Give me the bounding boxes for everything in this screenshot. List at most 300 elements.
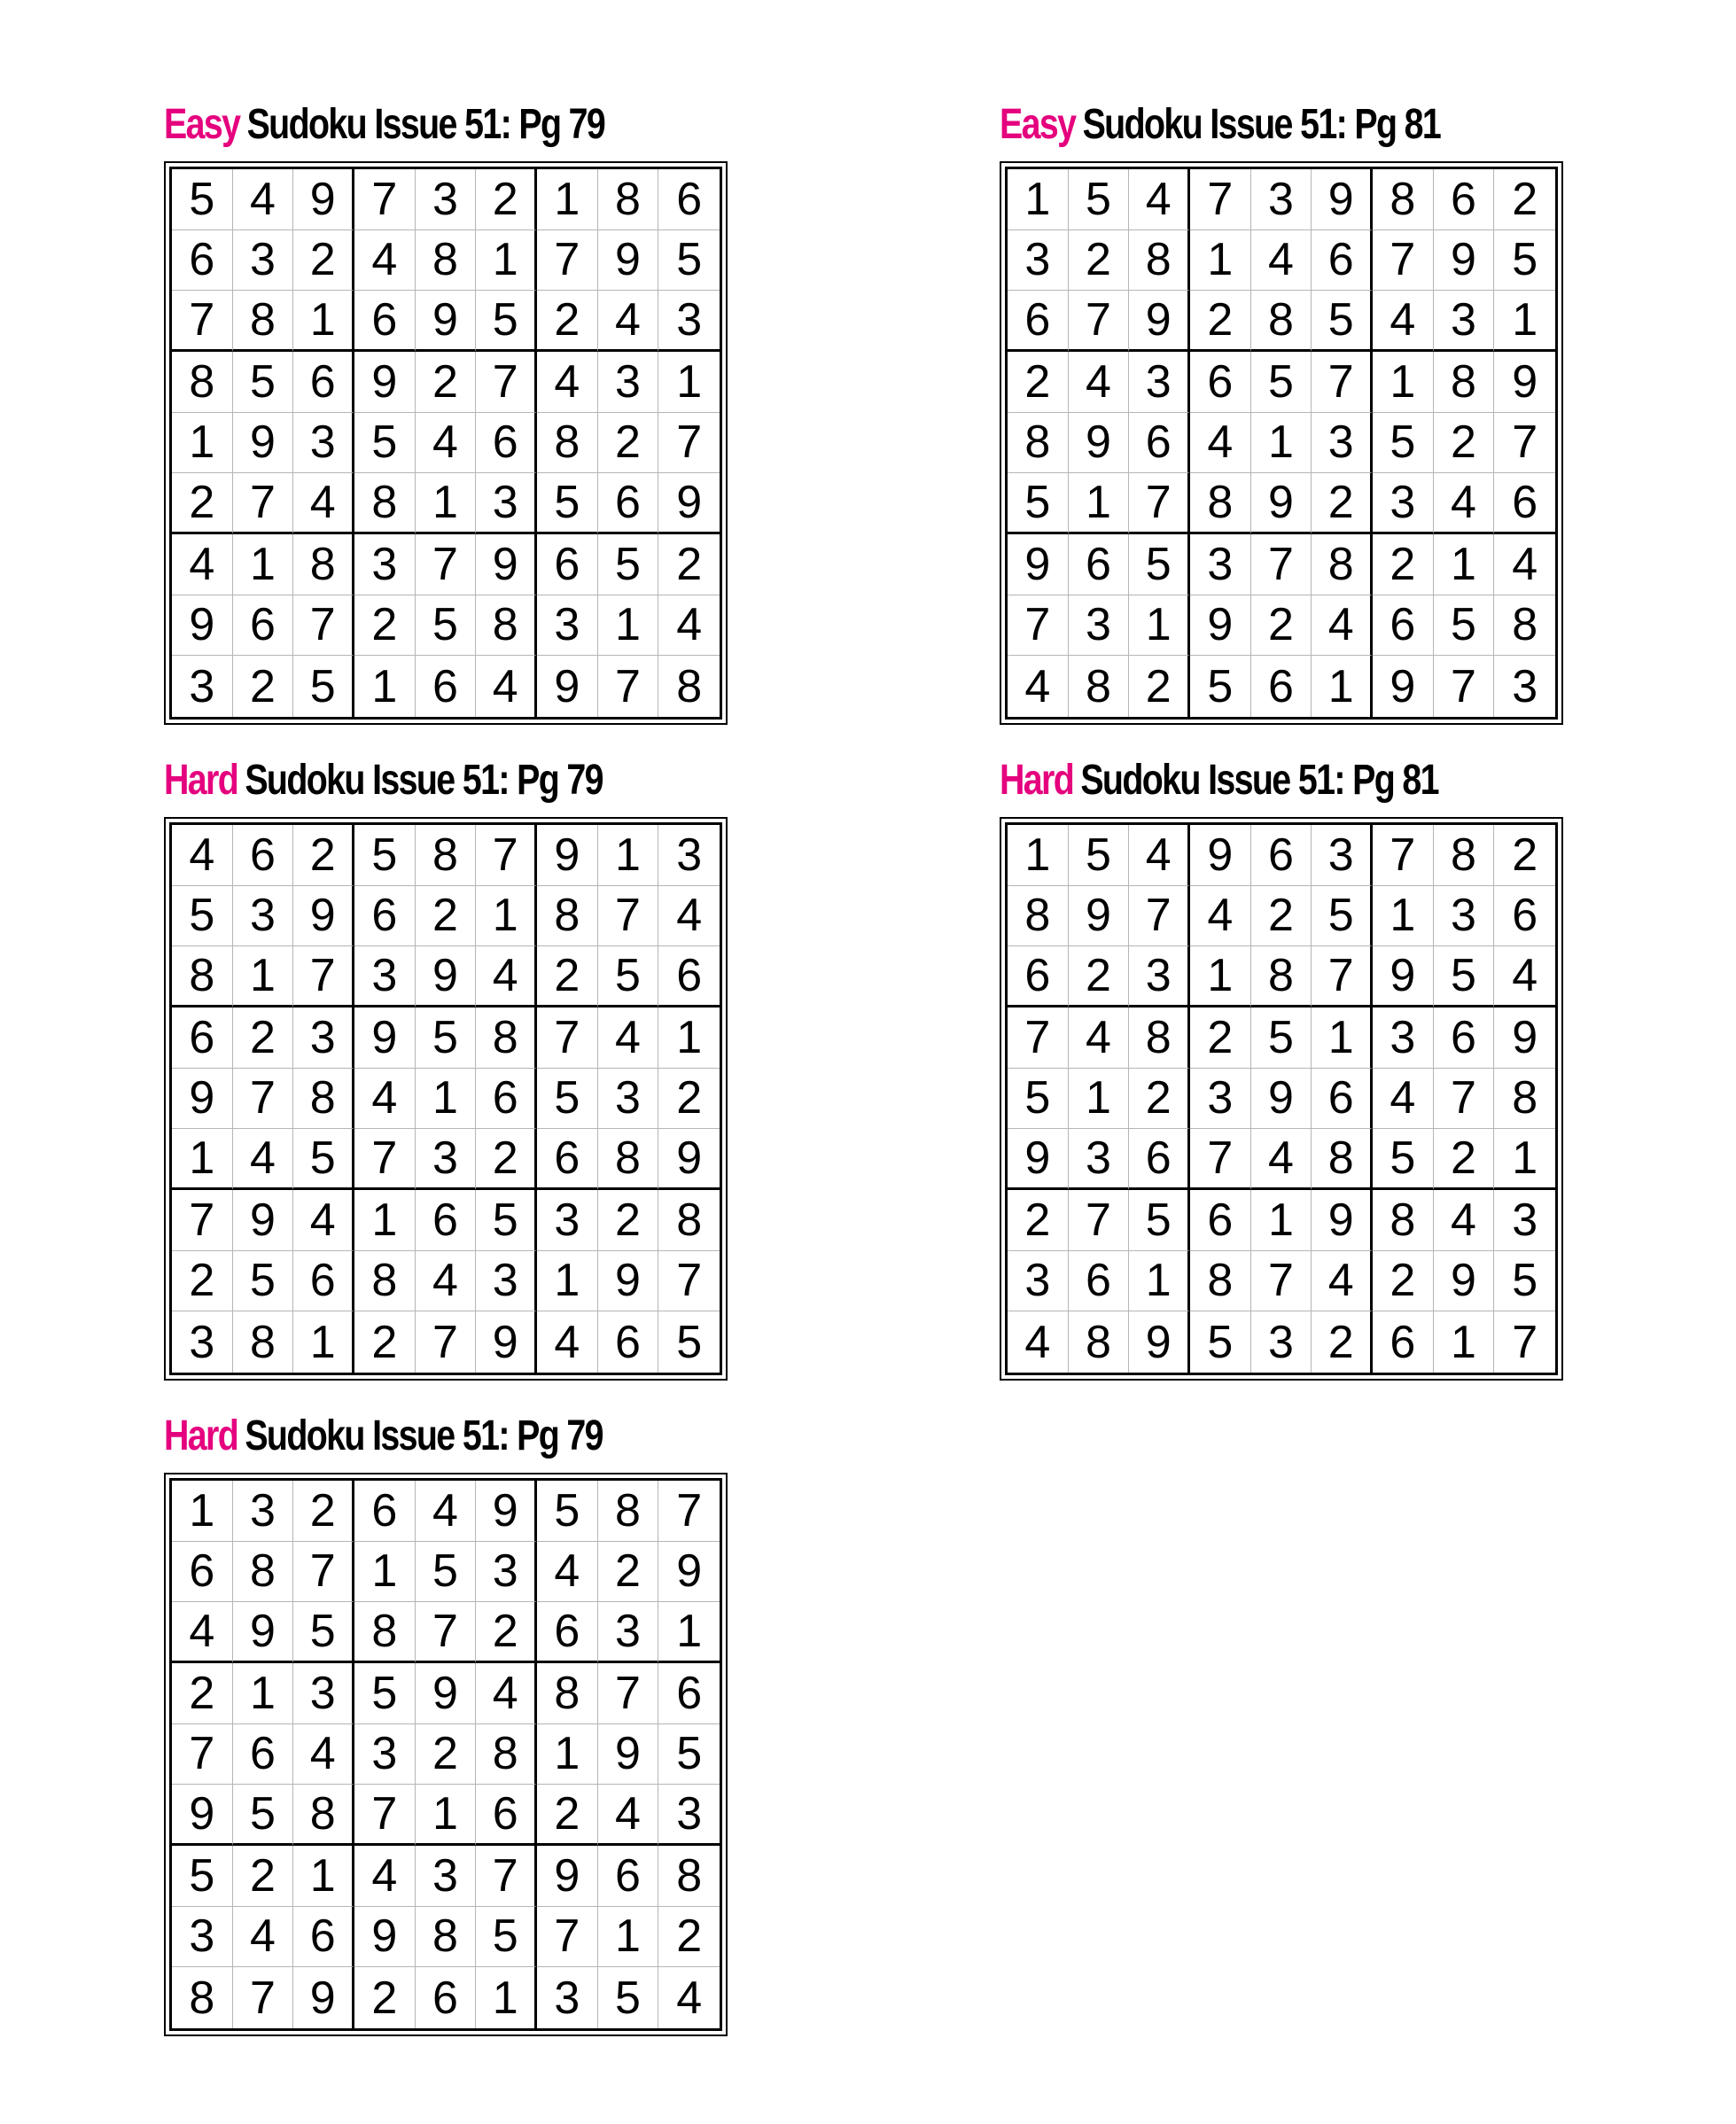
- sudoku-cell: 2: [537, 291, 598, 352]
- sudoku-cell: 4: [1129, 169, 1190, 230]
- sudoku-cell: 6: [1494, 886, 1555, 947]
- sudoku-cell: 8: [1190, 473, 1251, 534]
- sudoku-cell: 1: [233, 946, 294, 1008]
- sudoku-cell: 7: [1312, 352, 1373, 413]
- sudoku-cell: 1: [1494, 1129, 1555, 1190]
- sudoku-cell: 7: [537, 1907, 598, 1968]
- sudoku-cell: 6: [658, 946, 720, 1008]
- sudoku-cell: 7: [1434, 656, 1495, 717]
- sudoku-cell: 5: [1494, 1251, 1555, 1312]
- sudoku-cell: 9: [233, 413, 294, 474]
- sudoku-cell: 1: [1494, 291, 1555, 352]
- sudoku-cell: 3: [658, 1785, 720, 1846]
- sudoku-cell: 4: [233, 1907, 294, 1968]
- sudoku-cell: 2: [598, 1542, 659, 1603]
- sudoku-cell: 3: [658, 825, 720, 886]
- sudoku-cell: 6: [658, 169, 720, 230]
- sudoku-frame: [164, 161, 728, 725]
- sudoku-cell: 2: [1251, 886, 1312, 947]
- sudoku-cell: 1: [354, 1542, 416, 1603]
- sudoku-cell: 4: [172, 534, 233, 595]
- sudoku-cell: 6: [1373, 1311, 1434, 1373]
- sudoku-cell: 2: [293, 230, 354, 292]
- sudoku-cell: 6: [354, 291, 416, 352]
- sudoku-cell: 9: [293, 169, 354, 230]
- sudoku-cell: 6: [233, 825, 294, 886]
- sudoku-cell: 8: [1251, 291, 1312, 352]
- sudoku-cell: 1: [416, 473, 477, 534]
- sudoku-cell: 4: [172, 1602, 233, 1663]
- sudoku-cell: 7: [1129, 886, 1190, 947]
- sudoku-cell: 2: [172, 473, 233, 534]
- sudoku-cell: 8: [1129, 230, 1190, 292]
- sudoku-cell: 6: [1373, 595, 1434, 657]
- sudoku-grid: [169, 822, 722, 1375]
- sudoku-cell: 7: [1512, 1316, 1538, 1368]
- sudoku-cell: 3: [293, 413, 354, 474]
- sudoku-cell: 7: [658, 1481, 720, 1542]
- puzzle-hard-pg79: [164, 755, 731, 1381]
- sudoku-cell: 8: [293, 1785, 354, 1846]
- sudoku-cell: 7: [172, 1190, 233, 1251]
- sudoku-cell: 8: [658, 1190, 720, 1251]
- sudoku-cell: 3: [658, 291, 720, 352]
- sudoku-cell: 7: [1190, 169, 1251, 230]
- sudoku-cell: 7: [1251, 1251, 1312, 1312]
- sudoku-cell: 3: [537, 1190, 598, 1251]
- sudoku-cell: 8: [537, 413, 598, 474]
- sudoku-cell: 1: [1069, 473, 1130, 534]
- sudoku-cell: 8: [172, 1967, 233, 2028]
- sudoku-cell: 2: [1373, 534, 1434, 595]
- sudoku-cell: 8: [676, 660, 703, 712]
- sudoku-cell: 7: [354, 1785, 416, 1846]
- sudoku-cell: 2: [1129, 1069, 1190, 1130]
- sudoku-cell: 1: [1434, 1311, 1495, 1373]
- sudoku-cell: 1: [293, 1846, 354, 1907]
- sudoku-cell: 7: [1251, 534, 1312, 595]
- sudoku-cell: 3: [476, 473, 537, 534]
- sudoku-cell: 7: [476, 825, 537, 886]
- sudoku-cell: 5: [416, 1008, 477, 1069]
- difficulty-label: Hard: [164, 1412, 238, 1459]
- sudoku-cell: 9: [537, 1846, 598, 1907]
- sudoku-cell: 6: [1434, 169, 1495, 230]
- sudoku-cell: 5: [658, 1724, 720, 1786]
- sudoku-cell: 2: [354, 595, 416, 657]
- sudoku-cell: 2: [1008, 1190, 1069, 1251]
- sudoku-cell: 4: [233, 1129, 294, 1190]
- difficulty-label: Easy: [1000, 101, 1076, 148]
- puzzle-subtitle: Sudoku Issue 51: Pg 79: [246, 101, 605, 148]
- sudoku-cell: 6: [416, 1190, 477, 1251]
- sudoku-cell: 2: [172, 1663, 233, 1724]
- difficulty-label: Hard: [1000, 757, 1074, 804]
- sudoku-cell: 3: [476, 1542, 537, 1603]
- sudoku-cell: 7: [658, 1251, 720, 1312]
- puzzle-easy-pg79: [164, 99, 731, 725]
- sudoku-cell: 5: [537, 1481, 598, 1542]
- difficulty-label: Hard: [164, 757, 238, 804]
- sudoku-cell: 9: [354, 1008, 416, 1069]
- sudoku-cell: 1: [1008, 825, 1069, 886]
- sudoku-cell: 5: [1129, 1190, 1190, 1251]
- puzzle-title: [164, 99, 629, 151]
- sudoku-cell: 7: [1190, 1129, 1251, 1190]
- sudoku-cell: 6: [233, 595, 294, 657]
- sudoku-cell: 6: [1008, 946, 1069, 1008]
- sudoku-cell: 4: [598, 1008, 659, 1069]
- sudoku-cell: 6: [598, 1846, 659, 1907]
- sudoku-cell: 3: [1494, 1190, 1555, 1251]
- sudoku-cell: 7: [1008, 1008, 1069, 1069]
- sudoku-cell: 1: [1190, 946, 1251, 1008]
- sudoku-cell: 3: [233, 886, 294, 947]
- sudoku-cell: 5: [1373, 1129, 1434, 1190]
- sudoku-cell: 1: [233, 1663, 294, 1724]
- sudoku-cell: 8: [1251, 946, 1312, 1008]
- sudoku-frame: [1000, 817, 1563, 1381]
- sudoku-cell: 5: [1494, 230, 1555, 292]
- sudoku-cell: 4: [1434, 473, 1495, 534]
- sudoku-cell: 9: [1190, 825, 1251, 886]
- sudoku-cell: 9: [598, 1251, 659, 1312]
- sudoku-cell: 8: [1008, 413, 1069, 474]
- sudoku-cell: 9: [1129, 291, 1190, 352]
- sudoku-cell: 8: [476, 595, 537, 657]
- sudoku-cell: 6: [1251, 656, 1312, 717]
- sudoku-cell: 2: [416, 886, 477, 947]
- sudoku-cell: 4: [1190, 886, 1251, 947]
- sudoku-cell: 2: [1069, 946, 1130, 1008]
- sudoku-cell: 9: [233, 1602, 294, 1663]
- sudoku-cell: 7: [658, 413, 720, 474]
- sudoku-cell: 6: [1190, 352, 1251, 413]
- sudoku-cell: 7: [1069, 291, 1130, 352]
- sudoku-cell: 7: [476, 1846, 537, 1907]
- sudoku-cell: 9: [416, 1663, 477, 1724]
- sudoku-cell: 4: [416, 1251, 477, 1312]
- sudoku-cell: 5: [1251, 1008, 1312, 1069]
- sudoku-cell: 3: [1434, 291, 1495, 352]
- sudoku-cell: 7: [476, 352, 537, 413]
- sudoku-cell: 6: [172, 1008, 233, 1069]
- sudoku-cell: 5: [1069, 825, 1130, 886]
- sudoku-cell: 3: [1373, 1008, 1434, 1069]
- sudoku-cell: 2: [1251, 595, 1312, 657]
- sudoku-cell: 8: [1069, 1311, 1130, 1373]
- sudoku-cell: 6: [1129, 1129, 1190, 1190]
- sudoku-cell: 5: [598, 534, 659, 595]
- sudoku-cell: 8: [598, 169, 659, 230]
- sudoku-cell: 5: [1251, 352, 1312, 413]
- sudoku-cell: 2: [1129, 656, 1190, 717]
- sudoku-cell: 3: [172, 656, 233, 717]
- sudoku-cell: 9: [416, 291, 477, 352]
- sudoku-cell: 2: [1190, 291, 1251, 352]
- sudoku-cell: 4: [1494, 946, 1555, 1008]
- sudoku-cell: 2: [1494, 169, 1555, 230]
- sudoku-cell: 4: [1312, 1251, 1373, 1312]
- sudoku-grid: [1005, 167, 1558, 720]
- sudoku-cell: 8: [1129, 1008, 1190, 1069]
- sudoku-frame: [164, 1473, 728, 2036]
- sudoku-cell: 5: [1434, 595, 1495, 657]
- sudoku-cell: 4: [1008, 1311, 1069, 1373]
- puzzle-subtitle: Sudoku Issue 51: Pg 79: [245, 757, 603, 804]
- sudoku-cell: 1: [233, 534, 294, 595]
- sudoku-cell: 8: [233, 1542, 294, 1603]
- sudoku-cell: 2: [1312, 1311, 1373, 1373]
- sudoku-cell: 1: [1312, 1008, 1373, 1069]
- sudoku-cell: 7: [1069, 1190, 1130, 1251]
- sudoku-cell: 3: [1434, 886, 1495, 947]
- sudoku-cell: 2: [1434, 413, 1495, 474]
- sudoku-cell: 4: [1190, 413, 1251, 474]
- sudoku-cell: 5: [172, 886, 233, 947]
- sudoku-cell: 9: [537, 656, 598, 717]
- puzzle-title: [164, 755, 629, 806]
- sudoku-cell: 4: [1373, 1069, 1434, 1130]
- sudoku-cell: 3: [293, 1663, 354, 1724]
- sudoku-cell: 7: [1129, 473, 1190, 534]
- sudoku-cell: 3: [1069, 595, 1130, 657]
- sudoku-cell: 8: [537, 886, 598, 947]
- sudoku-cell: 6: [658, 1663, 720, 1724]
- sudoku-cell: 9: [598, 1724, 659, 1786]
- sudoku-cell: 3: [172, 1311, 233, 1373]
- puzzle-title: [164, 1411, 629, 1462]
- sudoku-cell: 5: [1190, 656, 1251, 717]
- sudoku-cell: 9: [172, 1785, 233, 1846]
- sudoku-cell: 3: [1373, 473, 1434, 534]
- sudoku-cell: 8: [354, 1602, 416, 1663]
- sudoku-cell: 7: [537, 1008, 598, 1069]
- sudoku-cell: 8: [537, 1663, 598, 1724]
- sudoku-cell: 3: [416, 169, 477, 230]
- sudoku-cell: 1: [598, 825, 659, 886]
- sudoku-cell: 3: [1190, 534, 1251, 595]
- sudoku-cell: 7: [354, 1129, 416, 1190]
- sudoku-cell: 6: [416, 1967, 477, 2028]
- sudoku-cell: 2: [537, 1785, 598, 1846]
- sudoku-cell: 3: [1251, 169, 1312, 230]
- sudoku-cell: 5: [476, 291, 537, 352]
- sudoku-cell: 1: [293, 291, 354, 352]
- sudoku-cell: 7: [172, 1724, 233, 1786]
- sudoku-cell: 1: [1434, 534, 1495, 595]
- sudoku-cell: 1: [172, 413, 233, 474]
- sudoku-cell: 9: [1373, 946, 1434, 1008]
- sudoku-cell: 3: [1190, 1069, 1251, 1130]
- sudoku-cell: 7: [537, 230, 598, 292]
- sudoku-cell: 8: [354, 473, 416, 534]
- sudoku-cell: 7: [416, 1602, 477, 1663]
- sudoku-cell: 2: [233, 1846, 294, 1907]
- sudoku-cell: 7: [416, 1311, 477, 1373]
- sudoku-grid: [1005, 822, 1558, 1375]
- sudoku-cell: 3: [598, 1602, 659, 1663]
- difficulty-label: Easy: [164, 101, 240, 148]
- puzzle-title: [1000, 99, 1465, 151]
- sudoku-cell: 9: [354, 1907, 416, 1968]
- sudoku-cell: 8: [1312, 534, 1373, 595]
- sudoku-cell: 7: [233, 1967, 294, 2028]
- sudoku-cell: 9: [172, 1069, 233, 1130]
- sudoku-cell: 9: [658, 473, 720, 534]
- sudoku-cell: 9: [476, 1481, 537, 1542]
- sudoku-cell: 3: [354, 534, 416, 595]
- sudoku-cell: 5: [537, 473, 598, 534]
- sudoku-cell: 3: [293, 1008, 354, 1069]
- sudoku-cell: 1: [293, 1311, 354, 1373]
- sudoku-cell: 6: [172, 230, 233, 292]
- sudoku-cell: 2: [416, 352, 477, 413]
- sudoku-cell: 6: [293, 352, 354, 413]
- sudoku-cell: 1: [1373, 886, 1434, 947]
- sudoku-cell: 5: [476, 1190, 537, 1251]
- sudoku-cell: 1: [172, 1481, 233, 1542]
- sudoku-cell: 8: [1434, 352, 1495, 413]
- puzzle-hard-pg81: [1000, 755, 1567, 1381]
- sudoku-cell: 5: [598, 946, 659, 1008]
- sudoku-cell: 5: [537, 1069, 598, 1130]
- sudoku-cell: 4: [537, 1542, 598, 1603]
- sudoku-cell: 1: [1129, 1251, 1190, 1312]
- sudoku-cell: 8: [476, 1724, 537, 1786]
- sudoku-cell: 6: [1312, 1069, 1373, 1130]
- sudoku-cell: 3: [1008, 230, 1069, 292]
- sudoku-cell: 2: [1434, 1129, 1495, 1190]
- sudoku-cell: 8: [172, 352, 233, 413]
- sudoku-cell: 2: [293, 1481, 354, 1542]
- sudoku-cell: 5: [1190, 1311, 1251, 1373]
- sudoku-cell: 2: [598, 413, 659, 474]
- sudoku-cell: 3: [1008, 1251, 1069, 1312]
- sudoku-cell: 7: [598, 1663, 659, 1724]
- sudoku-cell: 2: [658, 1907, 720, 1968]
- sudoku-cell: 9: [1251, 1069, 1312, 1130]
- sudoku-cell: 9: [598, 230, 659, 292]
- sudoku-cell: 1: [537, 1724, 598, 1786]
- sudoku-cell: 3: [354, 1724, 416, 1786]
- sudoku-cell: 4: [537, 1311, 598, 1373]
- sudoku-cell: 8: [293, 1069, 354, 1130]
- sudoku-cell: 5: [658, 230, 720, 292]
- sudoku-cell: 5: [1008, 1069, 1069, 1130]
- sudoku-cell: 5: [233, 1251, 294, 1312]
- sudoku-cell: 2: [1494, 825, 1555, 886]
- sudoku-cell: 3: [233, 1481, 294, 1542]
- sudoku-cell: 2: [537, 946, 598, 1008]
- sudoku-cell: 6: [1312, 230, 1373, 292]
- sudoku-cell: 2: [1069, 230, 1130, 292]
- sudoku-cell: 6: [476, 1069, 537, 1130]
- sudoku-cell: 6: [1190, 1190, 1251, 1251]
- sudoku-cell: 8: [354, 1251, 416, 1312]
- sudoku-cell: 1: [598, 595, 659, 657]
- sudoku-cell: 5: [1008, 473, 1069, 534]
- sudoku-cell: 2: [293, 825, 354, 886]
- sudoku-cell: 9: [1312, 169, 1373, 230]
- sudoku-cell: 6: [598, 473, 659, 534]
- sudoku-cell: 5: [233, 1785, 294, 1846]
- puzzle-subtitle: Sudoku Issue 51: Pg 81: [1080, 757, 1438, 804]
- sudoku-cell: 5: [1129, 534, 1190, 595]
- sudoku-cell: 8: [598, 1129, 659, 1190]
- sudoku-cell: 4: [1251, 230, 1312, 292]
- sudoku-cell: 4: [658, 595, 720, 657]
- sudoku-cell: 8: [1494, 595, 1555, 657]
- sudoku-cell: 3: [1312, 413, 1373, 474]
- sudoku-cell: 1: [598, 1907, 659, 1968]
- sudoku-cell: 4: [1069, 352, 1130, 413]
- sudoku-cell: 5: [1373, 413, 1434, 474]
- sudoku-cell: 1: [658, 1008, 720, 1069]
- sudoku-cell: 6: [1129, 413, 1190, 474]
- sudoku-cell: 6: [354, 1481, 416, 1542]
- sudoku-cell: 6: [1069, 534, 1130, 595]
- sudoku-cell: 7: [172, 291, 233, 352]
- sudoku-cell: 3: [1129, 946, 1190, 1008]
- sudoku-cell: 9: [658, 1542, 720, 1603]
- sudoku-cell: 6: [537, 534, 598, 595]
- sudoku-cell: 6: [1494, 473, 1555, 534]
- sudoku-cell: 3: [1251, 1311, 1312, 1373]
- sudoku-cell: 4: [354, 1069, 416, 1130]
- puzzle-easy-pg81: [1000, 99, 1567, 725]
- sudoku-cell: 5: [172, 1846, 233, 1907]
- sudoku-cell: 8: [1312, 1129, 1373, 1190]
- sudoku-cell: 9: [1494, 352, 1555, 413]
- sudoku-cell: 2: [1190, 1008, 1251, 1069]
- sudoku-cell: 3: [476, 1251, 537, 1312]
- sudoku-cell: 9: [233, 1190, 294, 1251]
- sudoku-cell: 8: [1373, 1190, 1434, 1251]
- sudoku-cell: 5: [293, 1602, 354, 1663]
- sudoku-cell: 1: [537, 1251, 598, 1312]
- sudoku-cell: 4: [293, 1724, 354, 1786]
- sudoku-cell: 7: [233, 473, 294, 534]
- sudoku-cell: 6: [1251, 825, 1312, 886]
- sudoku-cell: 7: [1494, 413, 1555, 474]
- sudoku-cell: 6: [233, 1724, 294, 1786]
- sudoku-cell: 8: [416, 825, 477, 886]
- puzzle-subtitle: Sudoku Issue 51: Pg 79: [245, 1412, 603, 1459]
- sudoku-cell: 9: [1373, 656, 1434, 717]
- sudoku-cell: 3: [1312, 825, 1373, 886]
- sudoku-cell: 1: [416, 1069, 477, 1130]
- sudoku-cell: 4: [598, 1785, 659, 1846]
- sudoku-cell: 2: [233, 1008, 294, 1069]
- sudoku-cell: 6: [1008, 291, 1069, 352]
- sudoku-cell: 1: [1251, 413, 1312, 474]
- sudoku-cell: 5: [354, 1663, 416, 1724]
- sudoku-cell: 5: [172, 169, 233, 230]
- sudoku-cell: 5: [1312, 886, 1373, 947]
- sudoku-cell: 2: [354, 1311, 416, 1373]
- sudoku-cell: 6: [1434, 1008, 1495, 1069]
- sudoku-cell: 3: [416, 1846, 477, 1907]
- sudoku-cell: 7: [354, 169, 416, 230]
- sudoku-cell: 4: [1434, 1190, 1495, 1251]
- sudoku-cell: 2: [172, 1251, 233, 1312]
- sudoku-cell: 4: [293, 473, 354, 534]
- sudoku-cell: 5: [354, 413, 416, 474]
- sudoku-cell: 6: [354, 886, 416, 947]
- sudoku-frame: [164, 817, 728, 1381]
- sudoku-cell: 8: [1190, 1251, 1251, 1312]
